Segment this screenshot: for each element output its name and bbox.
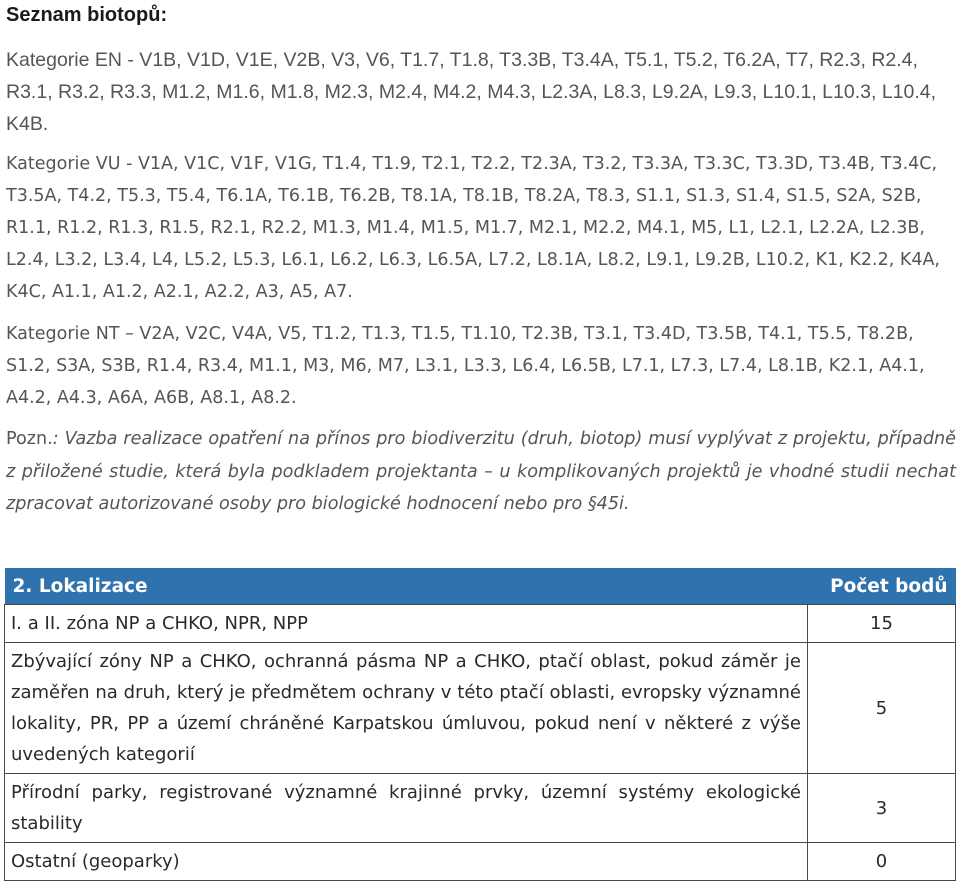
localization-table-wrapper [4,568,956,881]
row-label: Zbývající zóny NP a CHKO, ochranná pásma NP a CHKO, ptačí oblast, pokud záměr je zaměřen na druh, který je předmětem ochrany v této ptačí oblasti, evropsky významné lokality, PR, PP a území chráněné Karpatskou úmluvou, pokud není v některé z výše uvedených kategorií [5,643,808,774]
table-row [5,774,956,843]
note-label: Pozn. [6,429,53,449]
row-label: I. a II. zóna NP a CHKO, NPR, NPP [5,605,808,643]
category-en-paragraph: Kategorie EN - V1B, V1D, V1E, V2B, V3, V6, T1.7, T1.8, T3.3B, T3.4A, T5.1, T5.2, T6.2A, T7, R2.3, R2.4, R3.1, R3.2, R3.3, M1.2, M1.6, M1.8, M2.3, M2.4, M4.2, M4.3, L2.3A, L8.3, L9.2A, L9.3, L10.1, L10.3, L10.4, K4B. [6,49,937,135]
localization-table [4,568,956,881]
note-text: : Vazba realizace opatření na přínos pro biodiverzitu (druh, biotop) musí vyplývat z projektu, případně z přiložené studie, která byla podkladem projektanta – u komplikovaných projektů je vhodné studii nechat zpracovat autorizované osoby pro biologické hodnocení nebo pro §45i. [6,429,956,514]
section-heading: Seznam biotopů: [6,4,168,26]
header-points: Počet bodů [808,568,956,605]
category-nt-paragraph: Kategorie NT – V2A, V2C, V4A, V5, T1.2, T1.3, T1.5, T1.10, T2.3B, T3.1, T3.4D, T3.5B, T4.1, T5.5, T8.2B, S1.2, S3A, S3B, R1.4, R3.4, M1.1, M3, M6, M7, L3.1, L3.3, L6.4, L6.5B, L7.1, L7.3, L7.4, L8.1B, K2.1, A4.1, A4.2, A4.3, A6A, A6B, A8.1, A8.2. [6,324,925,408]
header-localization: 2. Lokalizace [5,568,808,605]
table-header-row [5,568,956,605]
note-paragraph [6,423,956,521]
table-row [5,843,956,881]
row-points: 0 [808,843,956,881]
row-points: 5 [808,643,956,774]
row-label: Ostatní (geoparky) [5,843,808,881]
row-points: 3 [808,774,956,843]
category-vu-paragraph: Kategorie VU - V1A, V1C, V1F, V1G, T1.4, T1.9, T2.1, T2.2, T2.3A, T3.2, T3.3A, T3.3C, T3.3D, T3.4B, T3.4C, T3.5A, T4.2, T5.3, T5.4, T6.1A, T6.1B, T6.2B, T8.1A, T8.1B, T8.2A, T8.3, S1.1, S1.3, S1.4, S1.5, S2A, S2B, R1.1, R1.2, R1.3, R1.5, R2.1, R2.2, M1.3, M1.4, M1.5, M1.7, M2.1, M2.2, M4.1, M5, L1, L2.1, L2.2A, L2.3B, L2.4, L3.2, L3.4, L4, L5.2, L5.3, L6.1, L6.2, L6.3, L6.5A, L7.2, L8.1A, L8.2, L9.1, L9.2B, L10.2, K1, K2.2, K4A, K4C, A1.1, A1.2, A2.1, A2.2, A3, A5, A7. [6,154,940,302]
table-row [5,643,956,774]
row-label: Přírodní parky, registrované významné krajinné prvky, územní systémy ekologické stability [5,774,808,843]
row-points: 15 [808,605,956,643]
table-row [5,605,956,643]
